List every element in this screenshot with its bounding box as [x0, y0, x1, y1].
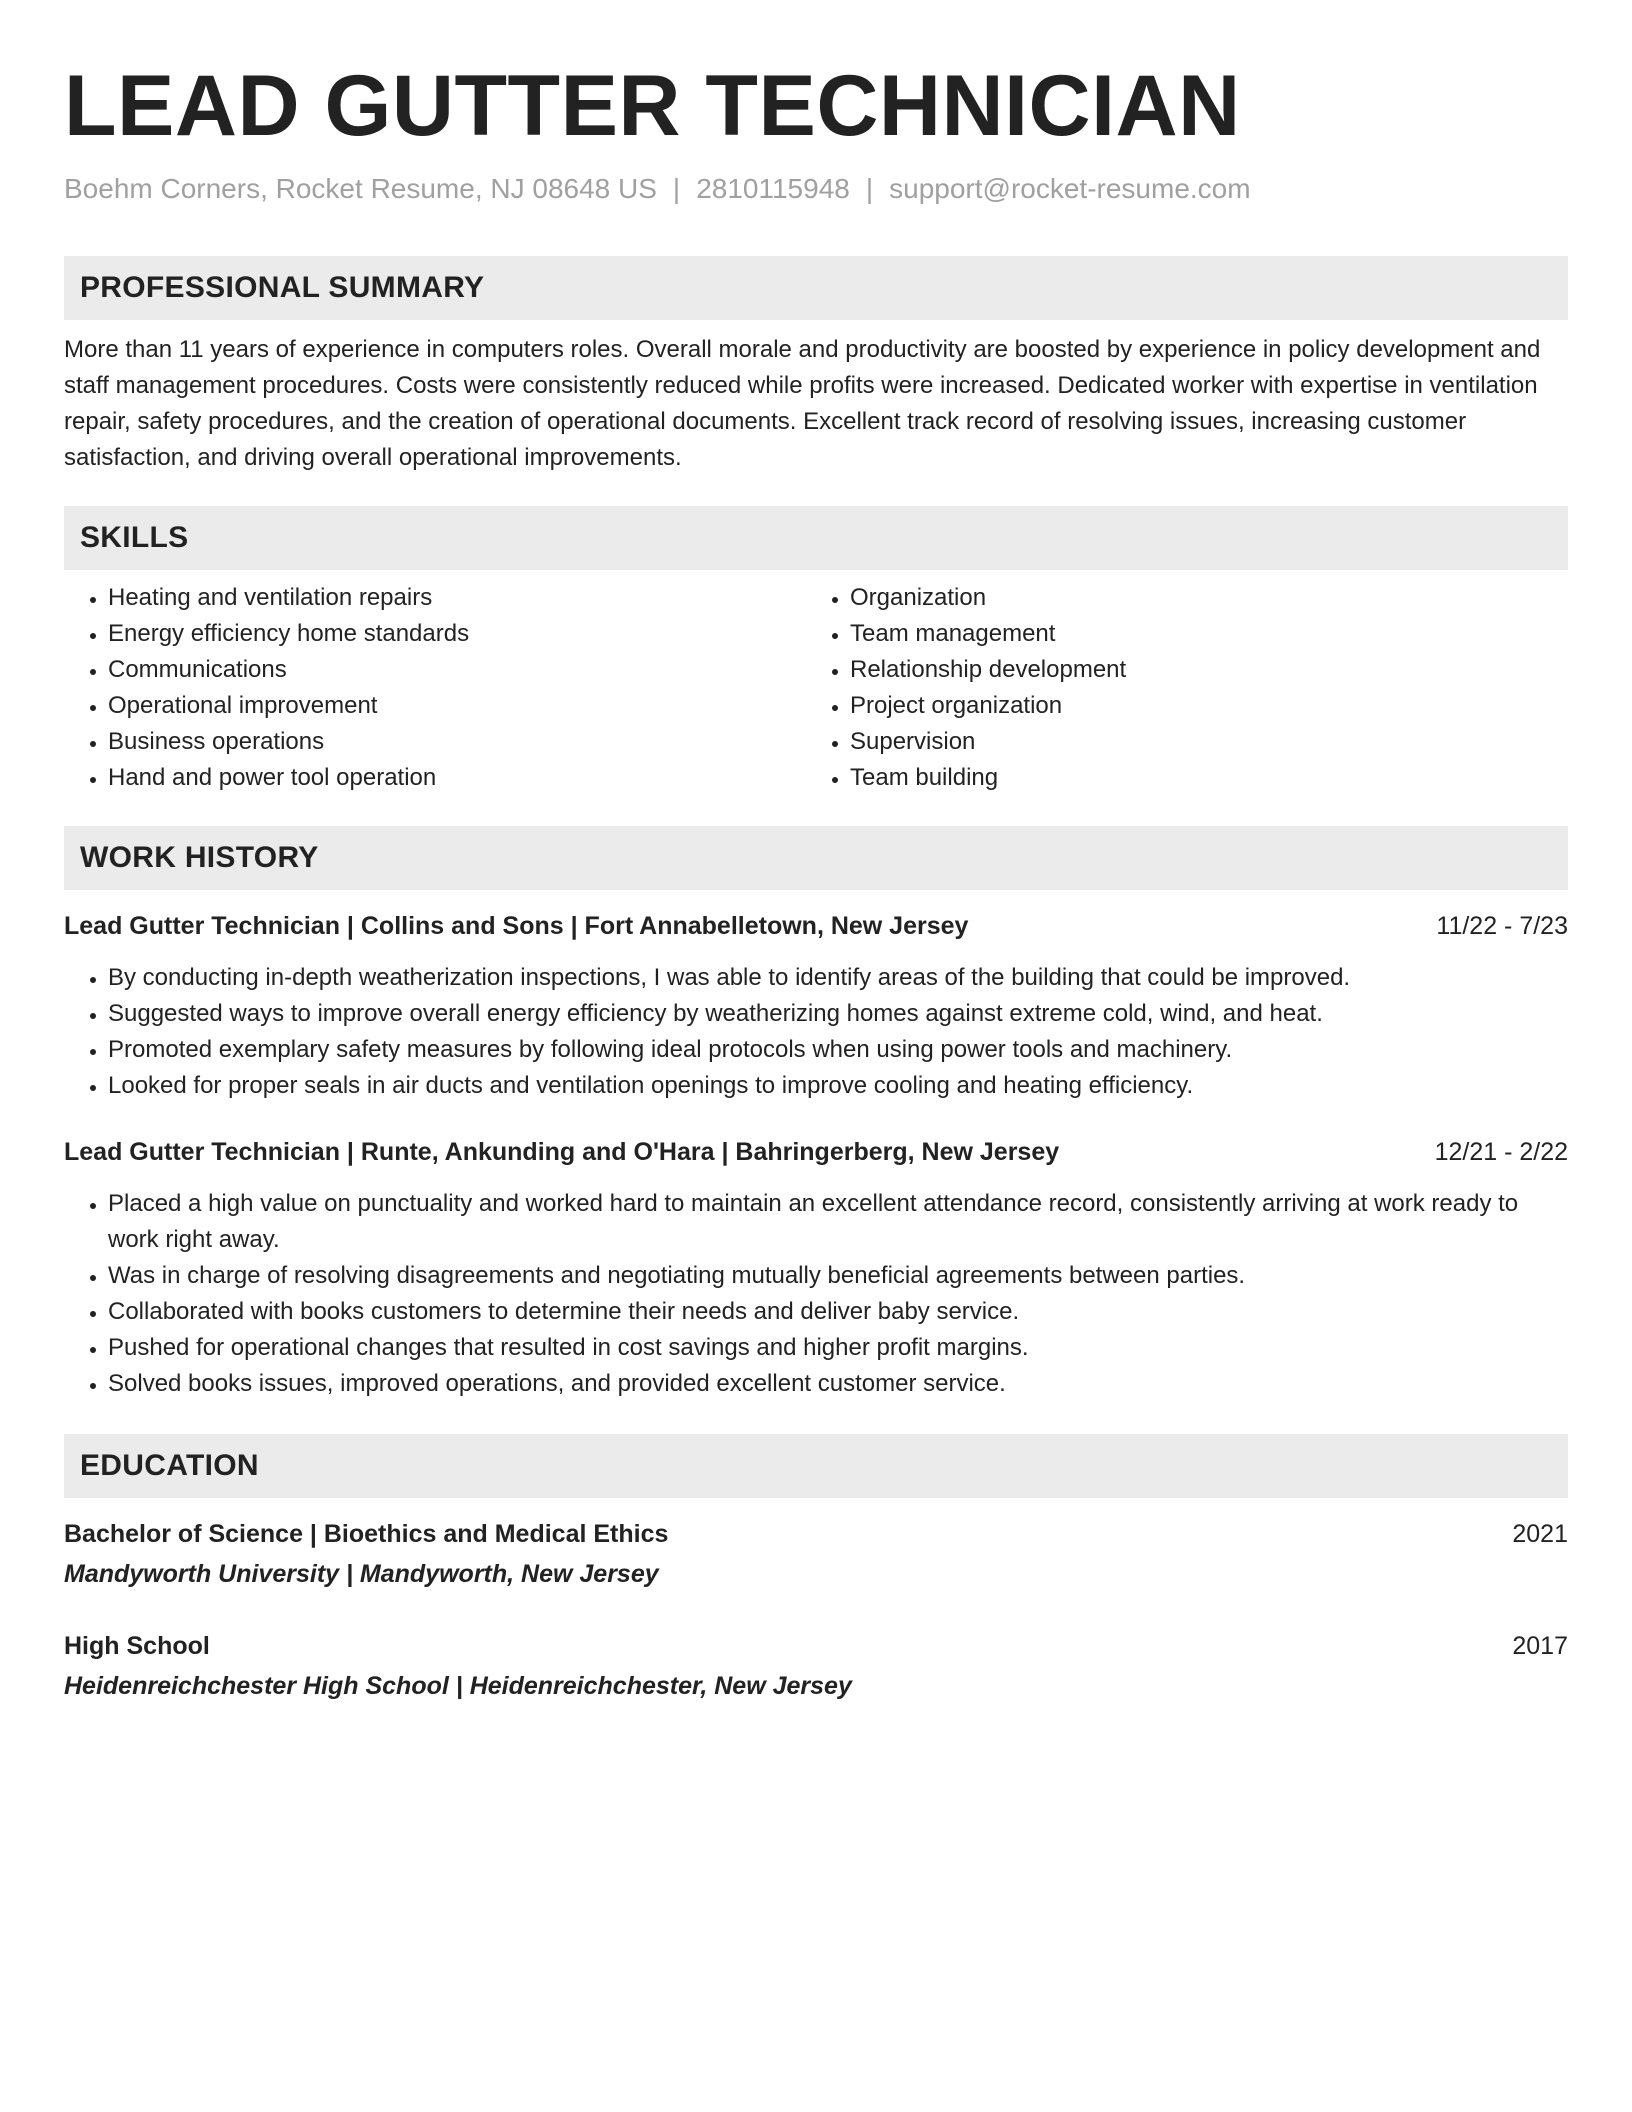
job-title: Lead Gutter Technician | Collins and Sons | Fort Annabelletown, New Jersey	[64, 912, 969, 940]
job-bullet: • Promoted exemplary safety measures by following ideal protocols when using power tools and machinery.	[108, 1032, 1568, 1068]
education-header	[64, 1516, 1568, 1552]
job-header	[64, 908, 1568, 944]
skills-list-right	[806, 580, 1548, 796]
job-bullet: • Placed a high value on punctuality and worked hard to maintain an excellent attendance record, consistently arriving at work ready to work right away.	[108, 1186, 1568, 1258]
education-entry	[64, 1516, 1568, 1592]
education-entry	[64, 1628, 1568, 1704]
skill-item: • Hand and power tool operation	[108, 760, 806, 796]
education-school: Mandyworth University | Mandyworth, New Jersey	[64, 1560, 659, 1588]
skills-section-heading: SKILLS	[64, 506, 1568, 570]
summary-text: More than 11 years of experience in computers roles. Overall morale and productivity are boosted by experience in policy development and staff management procedures. Costs were consistently reduced while profits were increased. Dedicated worker with expertise in ventilation repair, safety procedures, and the creation of operational documents. Excellent track record of resolving issues, increasing customer satisfaction, and driving overall operational improvements.	[64, 336, 1541, 471]
skill-item: • Project organization	[850, 688, 1548, 724]
skill-item: • Team management	[850, 616, 1548, 652]
job-bullet: • Solved books issues, improved operations, and provided excellent customer service.	[108, 1366, 1568, 1402]
education-degree: Bachelor of Science | Bioethics and Medical Ethics	[64, 1520, 669, 1548]
skills-grid	[64, 580, 1568, 796]
skill-item: • Team building	[850, 760, 1548, 796]
job-bullet-list	[64, 1186, 1568, 1402]
skills-list-left	[64, 580, 806, 796]
skill-item: • Operational improvement	[108, 688, 806, 724]
education-header	[64, 1628, 1568, 1664]
job-bullet: • Was in charge of resolving disagreements and negotiating mutually beneficial agreements between parties.	[108, 1258, 1568, 1294]
job-header	[64, 1134, 1568, 1170]
job-dates: 11/22 - 7/23	[1436, 912, 1568, 940]
contact-email: support@rocket-resume.com	[889, 173, 1251, 204]
skill-item: • Communications	[108, 652, 806, 688]
job-bullet: • Pushed for operational changes that resulted in cost savings and higher profit margins.	[108, 1330, 1568, 1366]
education-school: Heidenreichchester High School | Heidenreichchester, New Jersey	[64, 1672, 852, 1700]
job-bullet: • Collaborated with books customers to determine their needs and deliver baby service.	[108, 1294, 1568, 1330]
education-year: 2021	[1512, 1520, 1568, 1548]
contact-separator: |	[865, 173, 874, 204]
job-dates: 12/21 - 2/22	[1434, 1138, 1568, 1166]
skill-item: • Relationship development	[850, 652, 1548, 688]
job-bullet: • Suggested ways to improve overall energy efficiency by weatherizing homes against extreme cold, wind, and heat.	[108, 996, 1568, 1032]
summary-section-heading: PROFESSIONAL SUMMARY	[64, 256, 1568, 320]
resume-name-heading: LEAD GUTTER TECHNICIAN	[64, 58, 1241, 154]
skill-item: • Heating and ventilation repairs	[108, 580, 806, 616]
skill-item: • Organization	[850, 580, 1548, 616]
skill-item: • Supervision	[850, 724, 1548, 760]
contact-separator: |	[672, 173, 681, 204]
job-bullet: • Looked for proper seals in air ducts and ventilation openings to improve cooling and heating efficiency.	[108, 1068, 1568, 1104]
contact-line	[64, 172, 1568, 206]
education-section-heading: EDUCATION	[64, 1434, 1568, 1498]
job-title: Lead Gutter Technician | Runte, Ankunding and O'Hara | Bahringerberg, New Jersey	[64, 1138, 1060, 1166]
education-degree: High School	[64, 1632, 210, 1660]
job-bullet-list	[64, 960, 1568, 1104]
work-history-section-heading: WORK HISTORY	[64, 826, 1568, 890]
job-bullet: • By conducting in-depth weatherization inspections, I was able to identify areas of the building that could be improved.	[108, 960, 1568, 996]
contact-address: Boehm Corners, Rocket Resume, NJ 08648 US	[64, 173, 657, 204]
education-year: 2017	[1512, 1632, 1568, 1660]
skill-item: • Business operations	[108, 724, 806, 760]
skill-item: • Energy efficiency home standards	[108, 616, 806, 652]
job-entry	[64, 1134, 1568, 1402]
contact-phone: 2810115948	[696, 173, 850, 204]
job-entry	[64, 908, 1568, 1104]
